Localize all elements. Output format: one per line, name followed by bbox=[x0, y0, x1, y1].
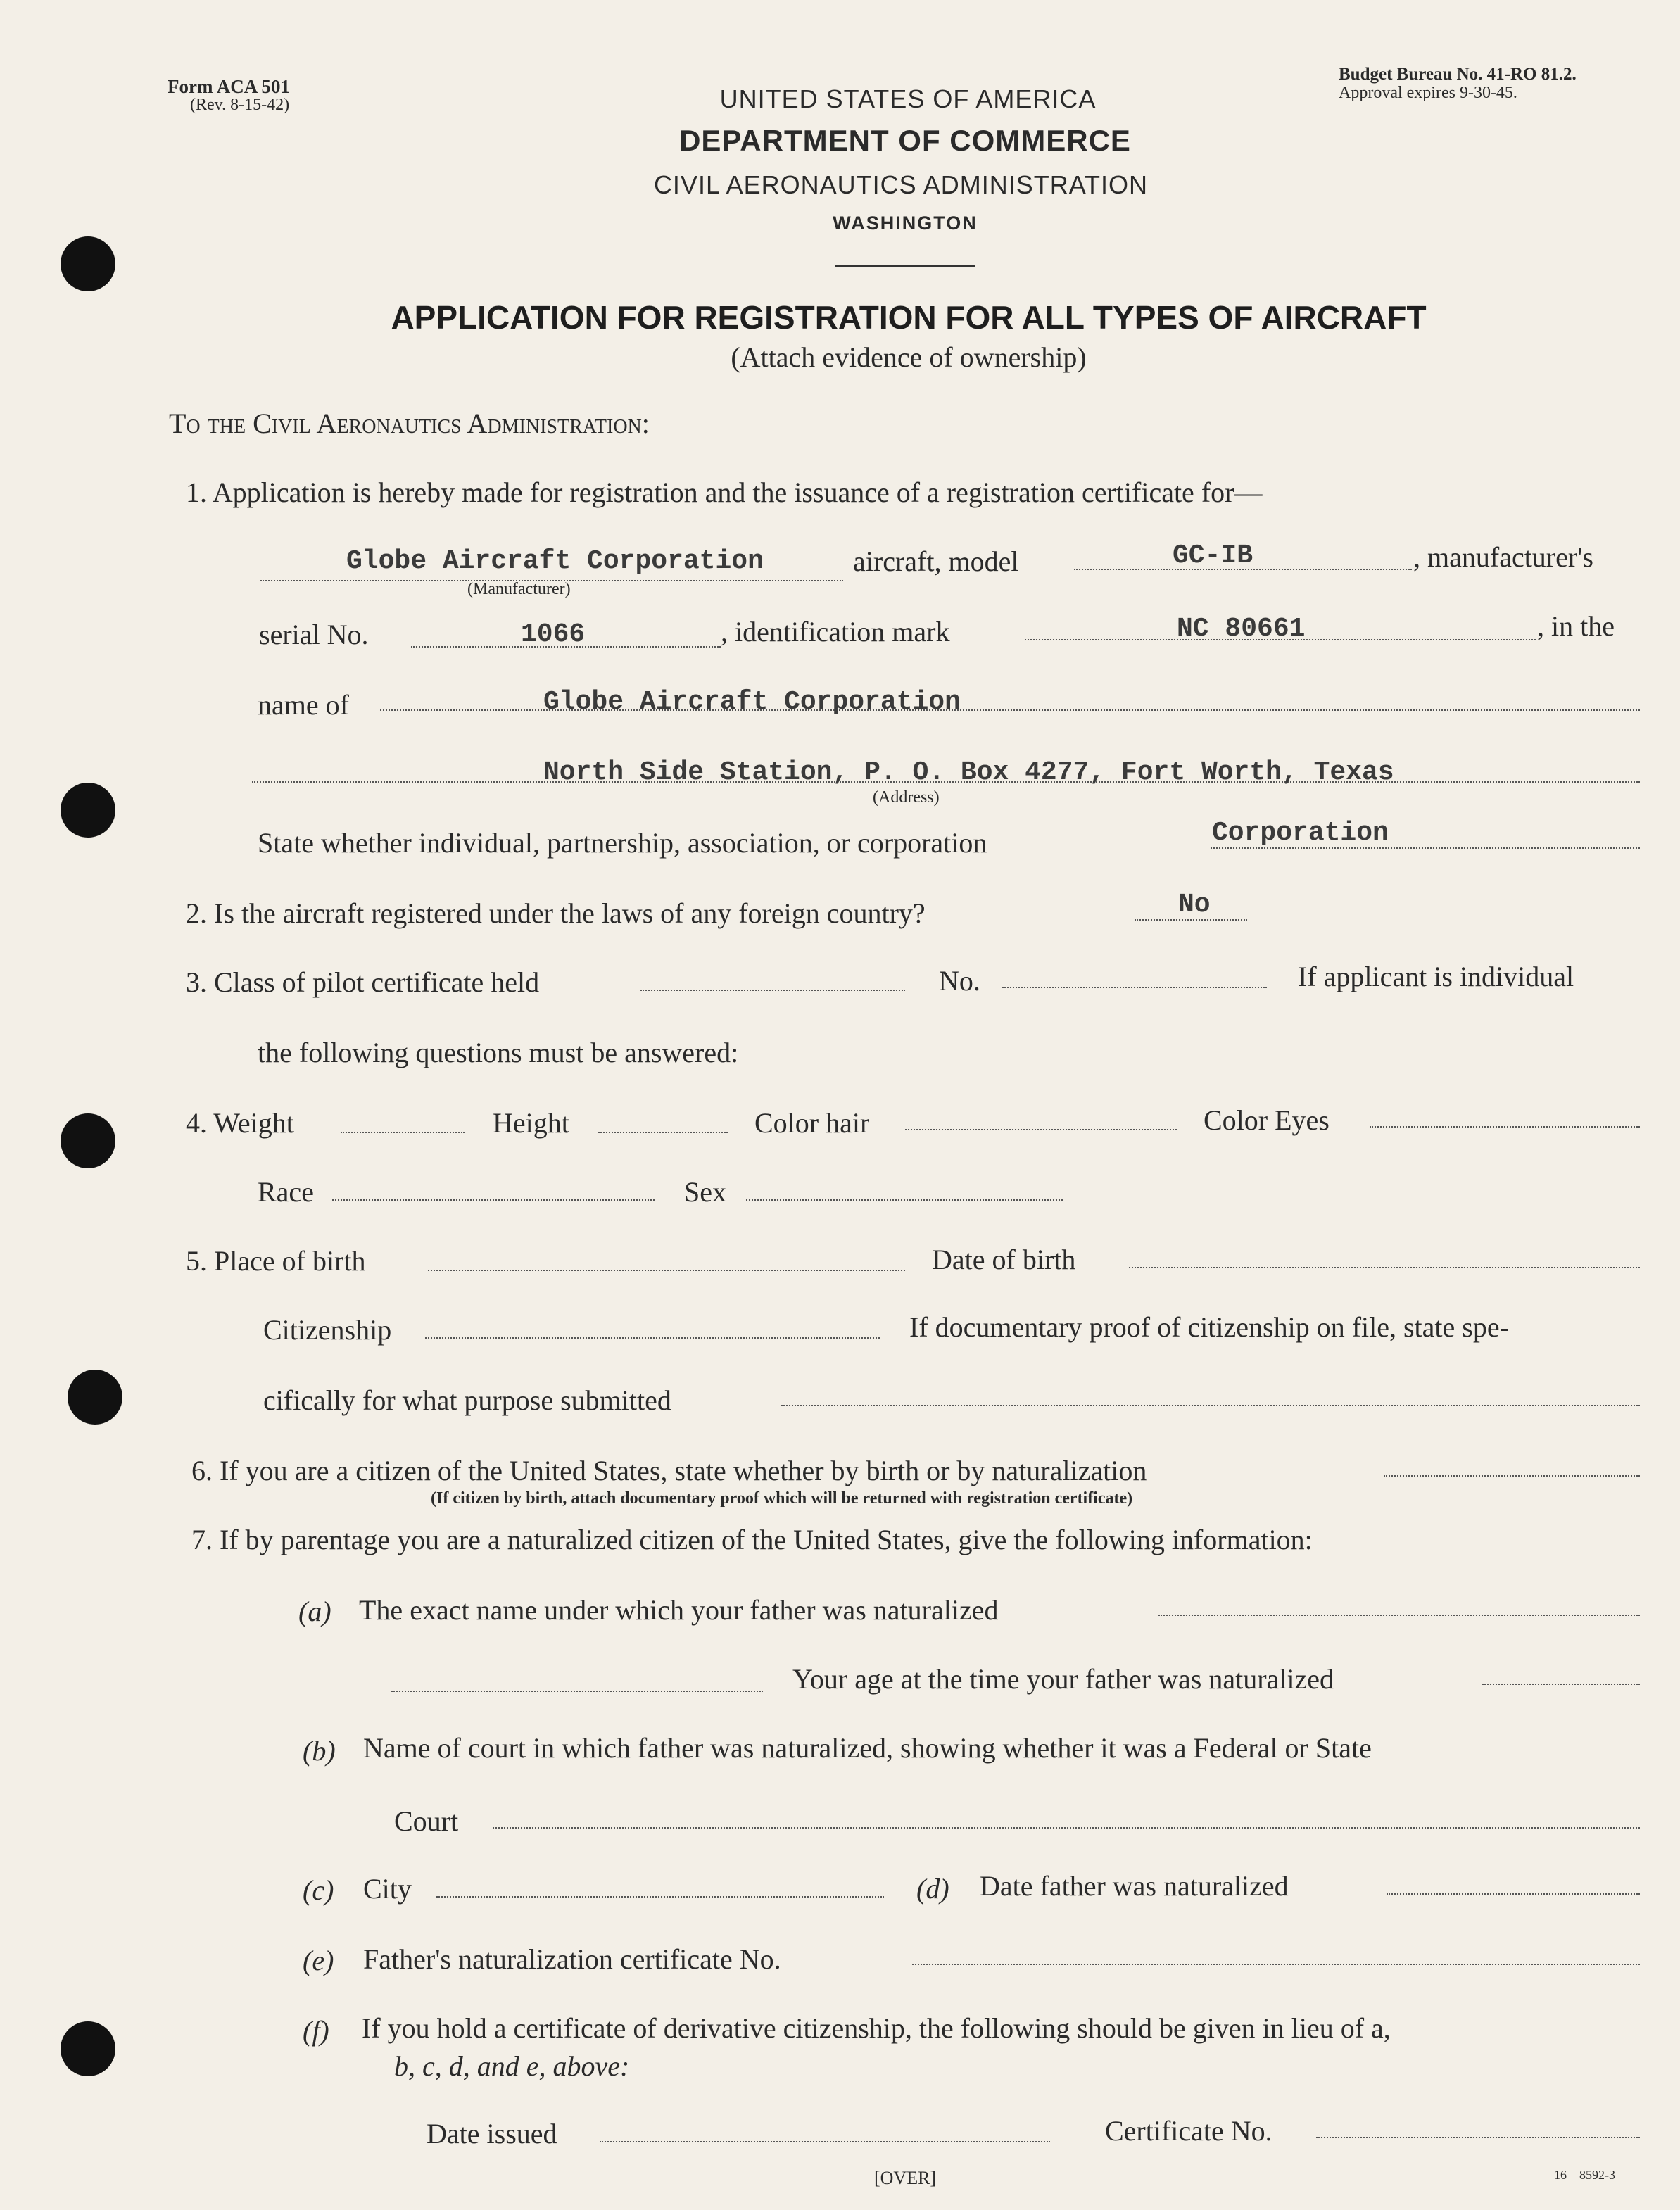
q7c-label: City bbox=[363, 1873, 412, 1905]
birthdate-label: Date of birth bbox=[932, 1244, 1076, 1275]
pilot-no-label: No. bbox=[939, 965, 980, 997]
q7e-label: Father's naturalization certificate No. bbox=[363, 1943, 781, 1975]
race-field-line bbox=[332, 1199, 655, 1201]
purpose-field-line bbox=[781, 1405, 1640, 1406]
address-value[interactable]: North Side Station, P. O. Box 4277, Fort Worth, Texas bbox=[543, 757, 1394, 788]
punch-hole bbox=[61, 236, 115, 291]
q2-value[interactable]: No bbox=[1178, 890, 1211, 920]
identification-mark-label: , identification mark bbox=[721, 616, 950, 648]
in-the-label: , in the bbox=[1537, 610, 1615, 642]
eyes-label: Color Eyes bbox=[1204, 1104, 1330, 1136]
header-department: DEPARTMENT OF COMMERCE bbox=[679, 124, 1131, 157]
q7c-field-line bbox=[436, 1896, 884, 1898]
q6-label: 6. If you are a citizen of the United States, state whether by birth or by naturalization bbox=[191, 1455, 1147, 1486]
height-label: Height bbox=[493, 1107, 569, 1139]
q7a-field-line bbox=[1158, 1615, 1640, 1616]
individual-label: If applicant is individual bbox=[1298, 961, 1574, 992]
entity-value[interactable]: Corporation bbox=[1212, 818, 1389, 848]
date-issued-field-line bbox=[600, 2141, 1050, 2142]
q6-note: (If citizen by birth, attach documentary proof which will be returned with registration certificate) bbox=[431, 1489, 1133, 1508]
pilot-no-field-line bbox=[1002, 987, 1267, 988]
punch-hole bbox=[61, 783, 115, 838]
q7a-mark: (a) bbox=[298, 1596, 331, 1627]
punch-hole bbox=[61, 2021, 115, 2076]
q7d-mark: (d) bbox=[916, 1873, 949, 1905]
q7a-age-field-line bbox=[1482, 1684, 1640, 1685]
citizenship-label: Citizenship bbox=[263, 1314, 392, 1346]
certificate-no-field-line bbox=[1316, 2137, 1640, 2138]
q3-followup: the following questions must be answered: bbox=[258, 1037, 739, 1068]
height-field-line bbox=[598, 1132, 728, 1133]
budget-bureau-number: Budget Bureau No. 41-RO 81.2. bbox=[1339, 65, 1577, 84]
q1-intro: 1. Application is hereby made for registration and the issuance of a registration certificate for— bbox=[186, 476, 1263, 508]
weight-label: 4. Weight bbox=[186, 1107, 294, 1139]
header-rule bbox=[835, 265, 975, 267]
proof-label: If documentary proof of citizenship on file, state spe- bbox=[909, 1311, 1509, 1343]
q6-field-line bbox=[1384, 1475, 1640, 1477]
sex-label: Sex bbox=[684, 1176, 726, 1208]
certificate-no-label: Certificate No. bbox=[1105, 2115, 1272, 2147]
punch-hole bbox=[68, 1370, 122, 1425]
aircraft-model-label: aircraft, model bbox=[853, 545, 1019, 577]
q2-label: 2. Is the aircraft registered under the laws of any foreign country? bbox=[186, 897, 926, 929]
print-code: 16—8592-3 bbox=[1554, 2168, 1615, 2182]
q7b-label: Name of court in which father was naturalized, showing whether it was a Federal or State bbox=[363, 1732, 1372, 1764]
purpose-label: cifically for what purpose submitted bbox=[263, 1384, 671, 1416]
serial-value[interactable]: 1066 bbox=[521, 619, 586, 650]
approval-expiry: Approval expires 9-30-45. bbox=[1339, 84, 1517, 102]
name-of-label: name of bbox=[258, 689, 349, 721]
birthdate-field-line bbox=[1129, 1267, 1640, 1268]
manufacturer-caption: (Manufacturer) bbox=[467, 580, 571, 598]
address-caption: (Address) bbox=[873, 788, 940, 807]
birthplace-field-line bbox=[428, 1270, 905, 1271]
date-issued-label: Date issued bbox=[427, 2118, 557, 2149]
over-marker: [OVER] bbox=[874, 2168, 937, 2188]
q7e-mark: (e) bbox=[303, 1945, 334, 1976]
q7c-mark: (c) bbox=[303, 1874, 334, 1906]
header-agency: CIVIL AERONAUTICS ADMINISTRATION bbox=[653, 170, 1149, 199]
q3-label: 3. Class of pilot certificate held bbox=[186, 966, 540, 998]
q7-intro: 7. If by parentage you are a naturalized citizen of the United States, give the following information: bbox=[191, 1524, 1313, 1555]
q7b-field-line bbox=[493, 1827, 1640, 1829]
punch-hole bbox=[61, 1113, 115, 1168]
birthplace-label: 5. Place of birth bbox=[186, 1245, 366, 1277]
eyes-field-line bbox=[1370, 1126, 1640, 1128]
q7f-label-line2: b, c, d, and e, above: bbox=[394, 2050, 630, 2082]
weight-field-line bbox=[341, 1132, 465, 1133]
sex-field-line bbox=[746, 1199, 1063, 1201]
q7a-age-label: Your age at the time your father was naturalized bbox=[792, 1663, 1334, 1695]
name-value[interactable]: Globe Aircraft Corporation bbox=[543, 687, 961, 717]
q7a-field-line-2 bbox=[391, 1691, 763, 1692]
manufacturers-label: , manufacturer's bbox=[1413, 541, 1593, 573]
form-number: Form ACA 501 bbox=[168, 76, 290, 97]
q7e-field-line bbox=[912, 1964, 1640, 1965]
entity-type-label: State whether individual, partnership, association, or corporation bbox=[258, 827, 987, 859]
serial-label: serial No. bbox=[259, 619, 369, 650]
manufacturer-value[interactable]: Globe Aircraft Corporation bbox=[346, 546, 764, 576]
q7a-label: The exact name under which your father was naturalized bbox=[359, 1594, 999, 1626]
header-city: WASHINGTON bbox=[833, 213, 978, 234]
model-value[interactable]: GC-IB bbox=[1173, 541, 1253, 571]
form-revision: (Rev. 8-15-42) bbox=[190, 96, 290, 114]
addressee: To the Civil Aeronautics Administration: bbox=[169, 408, 650, 439]
hair-field-line bbox=[905, 1129, 1177, 1130]
q7f-label-line1: If you hold a certificate of derivative citizenship, the following should be given in lieu of a, bbox=[362, 2012, 1391, 2044]
form-title: APPLICATION FOR REGISTRATION FOR ALL TYPES OF AIRCRAFT bbox=[391, 299, 1427, 336]
header-country: UNITED STATES OF AMERICA bbox=[719, 84, 1097, 113]
race-label: Race bbox=[258, 1176, 314, 1208]
q7d-field-line bbox=[1387, 1893, 1640, 1895]
pilot-class-field-line bbox=[640, 990, 905, 991]
ident-value[interactable]: NC 80661 bbox=[1177, 614, 1306, 644]
hair-label: Color hair bbox=[754, 1107, 870, 1139]
q7b-mark: (b) bbox=[303, 1735, 336, 1767]
q7d-label: Date father was naturalized bbox=[980, 1870, 1289, 1902]
citizenship-field-line bbox=[425, 1337, 880, 1339]
form-subtitle: (Attach evidence of ownership) bbox=[731, 341, 1087, 373]
q7f-mark: (f) bbox=[303, 2015, 329, 2047]
q7b-court-label: Court bbox=[394, 1805, 459, 1837]
